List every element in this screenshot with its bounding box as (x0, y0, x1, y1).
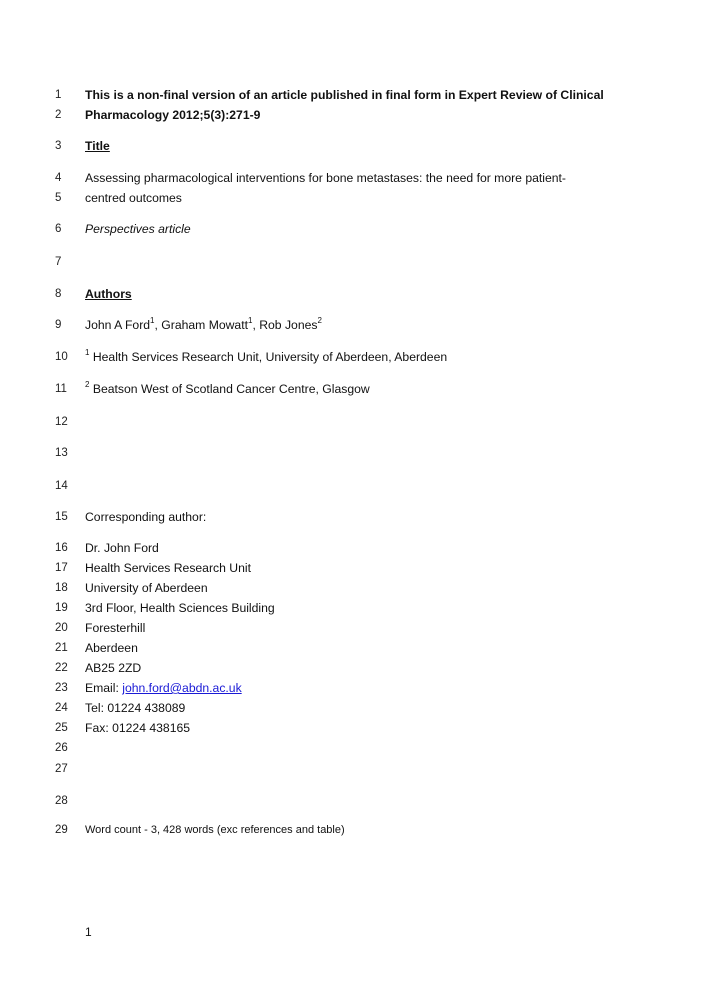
affiliation-marker: 2 (317, 315, 322, 325)
line-number: 15 (55, 511, 68, 523)
affiliation-2 (85, 380, 370, 398)
line-number: 8 (55, 288, 62, 300)
line-number: 10 (55, 351, 68, 363)
line-6 (0, 220, 707, 238)
contact-unit: Health Services Research Unit (85, 561, 251, 575)
line-number: 18 (55, 582, 68, 594)
line-number: 25 (55, 722, 68, 734)
line-19 (0, 599, 707, 617)
line-13 (0, 444, 707, 462)
publication-notice-line-2: Pharmacology 2012;5(3):271-9 (85, 108, 261, 122)
line-25 (0, 719, 707, 737)
article-type: Perspectives article (85, 222, 191, 236)
line-14 (0, 477, 707, 495)
line-26 (0, 739, 707, 757)
affiliation-marker: 1 (150, 315, 155, 325)
line-20 (0, 619, 707, 637)
line-number: 21 (55, 642, 68, 654)
line-2 (0, 106, 707, 124)
line-12 (0, 413, 707, 431)
line-number: 14 (55, 480, 68, 492)
line-4 (0, 169, 707, 187)
line-21 (0, 639, 707, 657)
word-count: Word count - 3, 428 words (exc references and table) (85, 824, 345, 836)
line-number: 19 (55, 602, 68, 614)
corresponding-author-label: Corresponding author: (85, 510, 207, 524)
line-16 (0, 539, 707, 557)
page-number: 1 (85, 925, 92, 939)
author-separator: , (252, 318, 260, 332)
line-1 (0, 86, 707, 104)
affiliation-marker: 1 (85, 347, 90, 357)
line-number: 7 (55, 256, 62, 268)
line-11 (0, 380, 707, 398)
line-number: 16 (55, 542, 68, 554)
line-number: 4 (55, 172, 62, 184)
line-number: 13 (55, 447, 68, 459)
line-23 (0, 679, 707, 697)
contact-city: Aberdeen (85, 641, 138, 655)
article-title-line-2: centred outcomes (85, 191, 182, 205)
contact-postcode: AB25 2ZD (85, 661, 142, 675)
line-number: 29 (55, 824, 68, 836)
line-29 (0, 821, 707, 839)
line-number: 12 (55, 416, 68, 428)
author-name: John A Ford (85, 318, 151, 332)
line-15 (0, 508, 707, 526)
line-number: 2 (55, 109, 62, 121)
line-number: 9 (55, 319, 62, 331)
line-7 (0, 253, 707, 271)
contact-tel: Tel: 01224 438089 (85, 701, 186, 715)
line-17 (0, 559, 707, 577)
contact-building: 3rd Floor, Health Sciences Building (85, 601, 275, 615)
line-3 (0, 137, 707, 155)
line-number: 11 (55, 383, 67, 395)
line-number: 26 (55, 742, 68, 754)
line-18 (0, 579, 707, 597)
affiliation-marker: 2 (85, 379, 90, 389)
line-28 (0, 792, 707, 810)
author-name: Rob Jones (259, 318, 318, 332)
affiliation-1 (85, 348, 447, 366)
line-number: 1 (55, 89, 62, 101)
contact-fax: Fax: 01224 438165 (85, 721, 191, 735)
affiliation-marker: 1 (247, 315, 253, 325)
publication-notice-line-1: This is a non-final version of an article published in final form in Expert Review of Clinical (85, 88, 604, 102)
email-label: Email: (85, 681, 123, 695)
affiliation-text: Beatson West of Scotland Cancer Centre, Glasgow (92, 382, 370, 396)
contact-email (85, 679, 242, 697)
line-number: 17 (55, 562, 68, 574)
line-number: 5 (55, 192, 62, 204)
line-10 (0, 348, 707, 366)
line-number: 6 (55, 223, 62, 235)
line-24 (0, 699, 707, 717)
author-list (85, 316, 322, 334)
article-title-line-1: Assessing pharmacological interventions for bone metastases: the need for more patient- (85, 171, 566, 185)
author-separator: , (154, 318, 162, 332)
affiliation-text: Health Services Research Unit, University of Aberdeen, Aberdeen (92, 350, 448, 364)
line-number: 3 (55, 140, 62, 152)
email-link[interactable]: john.ford@abdn.ac.uk (122, 681, 242, 695)
contact-university: University of Aberdeen (85, 581, 208, 595)
line-8 (0, 285, 707, 303)
author-name: Graham Mowatt (161, 318, 248, 332)
line-number: 27 (55, 763, 68, 775)
title-heading: Title (85, 139, 110, 153)
line-number: 22 (55, 662, 68, 674)
line-number: 23 (55, 682, 68, 694)
authors-heading: Authors (85, 287, 132, 301)
line-5 (0, 189, 707, 207)
contact-area: Foresterhill (85, 621, 146, 635)
contact-name: Dr. John Ford (85, 541, 159, 555)
line-number: 20 (55, 622, 68, 634)
line-number: 28 (55, 795, 68, 807)
line-9 (0, 316, 707, 334)
line-22 (0, 659, 707, 677)
line-27 (0, 760, 707, 778)
line-number: 24 (55, 702, 68, 714)
